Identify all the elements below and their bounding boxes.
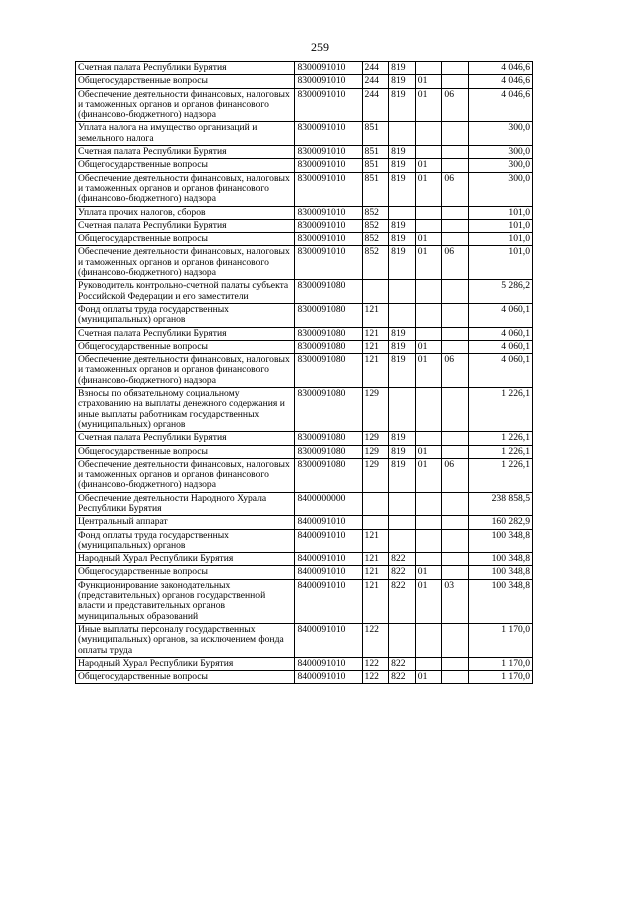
- expense-name-cell: Счетная палата Республики Бурятия: [76, 432, 295, 445]
- expense-type-cell: [362, 280, 389, 304]
- expense-type-cell: 851: [362, 172, 389, 206]
- amount-cell: 4 046,6: [469, 88, 533, 122]
- expense-type-cell: 121: [362, 529, 389, 553]
- table-row: [76, 75, 533, 88]
- table-row: [76, 445, 533, 458]
- amount-cell: 101,0: [469, 206, 533, 219]
- amount-cell: 1 170,0: [469, 657, 533, 670]
- table-row: [76, 62, 533, 75]
- administrator-code-cell: [389, 516, 416, 529]
- amount-cell: 101,0: [469, 233, 533, 246]
- expense-name-cell: Обеспечение деятельности финансовых, налоговых и таможенных органов и органов финансового (финансово-бюджетного) надзора: [76, 246, 295, 280]
- section-code-cell: 01: [415, 233, 442, 246]
- administrator-code-cell: 819: [389, 88, 416, 122]
- section-code-cell: [415, 529, 442, 553]
- amount-cell: 1 226,1: [469, 458, 533, 492]
- administrator-code-cell: 822: [389, 566, 416, 579]
- table-row: [76, 172, 533, 206]
- expense-name-cell: Счетная палата Республики Бурятия: [76, 219, 295, 232]
- table-row: [76, 233, 533, 246]
- table-row: [76, 657, 533, 670]
- section-code-cell: [415, 623, 442, 657]
- target-article-cell: 8300091010: [295, 62, 362, 75]
- expense-name-cell: Уплата налога на имущество организаций и земельного налога: [76, 122, 295, 146]
- target-article-cell: 8300091080: [295, 303, 362, 327]
- budget-table-body: [76, 62, 533, 684]
- expense-name-cell: Обеспечение деятельности финансовых, налоговых и таможенных органов и органов финансового (финансово-бюджетного) надзора: [76, 458, 295, 492]
- administrator-code-cell: [389, 388, 416, 432]
- table-row: [76, 671, 533, 684]
- amount-cell: 1 170,0: [469, 623, 533, 657]
- expense-type-cell: 244: [362, 75, 389, 88]
- subsection-code-cell: [442, 492, 469, 516]
- amount-cell: 300,0: [469, 159, 533, 172]
- target-article-cell: 8300091010: [295, 146, 362, 159]
- expense-type-cell: [362, 492, 389, 516]
- subsection-code-cell: [442, 432, 469, 445]
- section-code-cell: [415, 280, 442, 304]
- section-code-cell: [415, 146, 442, 159]
- page-number: 259: [311, 40, 329, 54]
- administrator-code-cell: 819: [389, 458, 416, 492]
- expense-name-cell: Фонд оплаты труда государственных (муниципальных) органов: [76, 529, 295, 553]
- target-article-cell: 8300091010: [295, 159, 362, 172]
- expense-type-cell: [362, 516, 389, 529]
- subsection-code-cell: [442, 219, 469, 232]
- administrator-code-cell: [389, 492, 416, 516]
- target-article-cell: 8300091080: [295, 280, 362, 304]
- table-row: [76, 623, 533, 657]
- expense-name-cell: Народный Хурал Республики Бурятия: [76, 553, 295, 566]
- amount-cell: 160 282,9: [469, 516, 533, 529]
- target-article-cell: 8400091010: [295, 657, 362, 670]
- section-code-cell: 01: [415, 566, 442, 579]
- subsection-code-cell: [442, 75, 469, 88]
- table-row: [76, 553, 533, 566]
- section-code-cell: 01: [415, 159, 442, 172]
- expense-name-cell: Взносы по обязательному социальному страхованию на выплаты денежного содержания и иные выплаты работникам государственных (муниципальных) органов: [76, 388, 295, 432]
- administrator-code-cell: [389, 529, 416, 553]
- expense-type-cell: 852: [362, 246, 389, 280]
- target-article-cell: 8300091080: [295, 388, 362, 432]
- section-code-cell: 01: [415, 354, 442, 388]
- expense-name-cell: Обеспечение деятельности Народного Хурала Республики Бурятия: [76, 492, 295, 516]
- amount-cell: 4 060,1: [469, 303, 533, 327]
- amount-cell: 4 046,6: [469, 75, 533, 88]
- subsection-code-cell: [442, 553, 469, 566]
- subsection-code-cell: [442, 122, 469, 146]
- section-code-cell: [415, 327, 442, 340]
- subsection-code-cell: [442, 233, 469, 246]
- budget-table: [75, 61, 533, 684]
- subsection-code-cell: [442, 529, 469, 553]
- amount-cell: 101,0: [469, 219, 533, 232]
- section-code-cell: [415, 492, 442, 516]
- target-article-cell: 8400091010: [295, 623, 362, 657]
- subsection-code-cell: [442, 206, 469, 219]
- subsection-code-cell: [442, 623, 469, 657]
- subsection-code-cell: 06: [442, 172, 469, 206]
- expense-type-cell: 122: [362, 671, 389, 684]
- section-code-cell: [415, 122, 442, 146]
- expense-type-cell: 122: [362, 623, 389, 657]
- section-code-cell: [415, 303, 442, 327]
- expense-name-cell: Обеспечение деятельности финансовых, налоговых и таможенных органов и органов финансового (финансово-бюджетного) надзора: [76, 88, 295, 122]
- amount-cell: 300,0: [469, 122, 533, 146]
- subsection-code-cell: [442, 327, 469, 340]
- expense-type-cell: 852: [362, 233, 389, 246]
- amount-cell: 238 858,5: [469, 492, 533, 516]
- target-article-cell: 8300091080: [295, 445, 362, 458]
- table-row: [76, 579, 533, 623]
- target-article-cell: 8400091010: [295, 579, 362, 623]
- expense-name-cell: Счетная палата Республики Бурятия: [76, 146, 295, 159]
- section-code-cell: 01: [415, 340, 442, 353]
- amount-cell: 100 348,8: [469, 579, 533, 623]
- administrator-code-cell: 822: [389, 671, 416, 684]
- expense-name-cell: Счетная палата Республики Бурятия: [76, 327, 295, 340]
- section-code-cell: [415, 62, 442, 75]
- expense-name-cell: Общегосударственные вопросы: [76, 340, 295, 353]
- expense-name-cell: Уплата прочих налогов, сборов: [76, 206, 295, 219]
- administrator-code-cell: 819: [389, 246, 416, 280]
- target-article-cell: 8400091010: [295, 529, 362, 553]
- table-row: [76, 246, 533, 280]
- subsection-code-cell: 06: [442, 354, 469, 388]
- section-code-cell: [415, 219, 442, 232]
- administrator-code-cell: 819: [389, 172, 416, 206]
- target-article-cell: 8400091010: [295, 671, 362, 684]
- subsection-code-cell: [442, 516, 469, 529]
- subsection-code-cell: [442, 566, 469, 579]
- amount-cell: 1 170,0: [469, 671, 533, 684]
- expense-type-cell: 121: [362, 340, 389, 353]
- expense-type-cell: 121: [362, 303, 389, 327]
- expense-type-cell: 851: [362, 146, 389, 159]
- expense-name-cell: Счетная палата Республики Бурятия: [76, 62, 295, 75]
- amount-cell: 4 060,1: [469, 340, 533, 353]
- administrator-code-cell: 822: [389, 579, 416, 623]
- administrator-code-cell: 819: [389, 340, 416, 353]
- table-row: [76, 280, 533, 304]
- expense-type-cell: 121: [362, 327, 389, 340]
- section-code-cell: [415, 206, 442, 219]
- section-code-cell: 01: [415, 88, 442, 122]
- target-article-cell: 8300091080: [295, 458, 362, 492]
- expense-name-cell: Обеспечение деятельности финансовых, налоговых и таможенных органов и органов финансового (финансово-бюджетного) надзора: [76, 172, 295, 206]
- amount-cell: 4 060,1: [469, 327, 533, 340]
- target-article-cell: 8400091010: [295, 553, 362, 566]
- table-row: [76, 327, 533, 340]
- subsection-code-cell: [442, 159, 469, 172]
- table-row: [76, 159, 533, 172]
- table-row: [76, 516, 533, 529]
- administrator-code-cell: 819: [389, 219, 416, 232]
- section-code-cell: [415, 516, 442, 529]
- target-article-cell: 8400091010: [295, 566, 362, 579]
- subsection-code-cell: 03: [442, 579, 469, 623]
- subsection-code-cell: [442, 303, 469, 327]
- section-code-cell: [415, 432, 442, 445]
- amount-cell: 300,0: [469, 172, 533, 206]
- subsection-code-cell: 06: [442, 458, 469, 492]
- subsection-code-cell: [442, 657, 469, 670]
- subsection-code-cell: 06: [442, 88, 469, 122]
- administrator-code-cell: 819: [389, 445, 416, 458]
- target-article-cell: 8300091010: [295, 172, 362, 206]
- table-row: [76, 88, 533, 122]
- subsection-code-cell: [442, 62, 469, 75]
- subsection-code-cell: [442, 340, 469, 353]
- table-row: [76, 219, 533, 232]
- amount-cell: 4 046,6: [469, 62, 533, 75]
- administrator-code-cell: 819: [389, 159, 416, 172]
- target-article-cell: 8300091010: [295, 122, 362, 146]
- table-row: [76, 388, 533, 432]
- table-row: [76, 303, 533, 327]
- subsection-code-cell: [442, 280, 469, 304]
- table-row: [76, 529, 533, 553]
- subsection-code-cell: [442, 671, 469, 684]
- expense-name-cell: Общегосударственные вопросы: [76, 445, 295, 458]
- section-code-cell: 01: [415, 458, 442, 492]
- expense-name-cell: Иные выплаты персоналу государственных (муниципальных) органов, за исключением фонда оплаты труда: [76, 623, 295, 657]
- administrator-code-cell: [389, 280, 416, 304]
- expense-type-cell: 121: [362, 579, 389, 623]
- expense-name-cell: Руководитель контрольно-счетной палаты субъекта Российской Федерации и его заместители: [76, 280, 295, 304]
- expense-type-cell: 122: [362, 657, 389, 670]
- administrator-code-cell: 819: [389, 233, 416, 246]
- expense-name-cell: Общегосударственные вопросы: [76, 233, 295, 246]
- section-code-cell: [415, 388, 442, 432]
- target-article-cell: 8300091010: [295, 75, 362, 88]
- expense-type-cell: 129: [362, 388, 389, 432]
- target-article-cell: 8300091010: [295, 206, 362, 219]
- target-article-cell: 8300091010: [295, 246, 362, 280]
- amount-cell: 1 226,1: [469, 432, 533, 445]
- expense-name-cell: Общегосударственные вопросы: [76, 75, 295, 88]
- table-row: [76, 122, 533, 146]
- expense-type-cell: 121: [362, 354, 389, 388]
- expense-type-cell: 121: [362, 553, 389, 566]
- section-code-cell: 01: [415, 75, 442, 88]
- expense-type-cell: 852: [362, 219, 389, 232]
- amount-cell: 4 060,1: [469, 354, 533, 388]
- table-row: [76, 566, 533, 579]
- administrator-code-cell: 819: [389, 146, 416, 159]
- section-code-cell: 01: [415, 579, 442, 623]
- administrator-code-cell: 819: [389, 354, 416, 388]
- expense-type-cell: 244: [362, 88, 389, 122]
- expense-type-cell: 851: [362, 159, 389, 172]
- target-article-cell: 8300091010: [295, 88, 362, 122]
- amount-cell: 100 348,8: [469, 566, 533, 579]
- administrator-code-cell: [389, 623, 416, 657]
- administrator-code-cell: 819: [389, 62, 416, 75]
- amount-cell: 1 226,1: [469, 388, 533, 432]
- expense-name-cell: Обеспечение деятельности финансовых, налоговых и таможенных органов и органов финансового (финансово-бюджетного) надзора: [76, 354, 295, 388]
- administrator-code-cell: [389, 303, 416, 327]
- amount-cell: 1 226,1: [469, 445, 533, 458]
- section-code-cell: [415, 657, 442, 670]
- target-article-cell: 8300091080: [295, 354, 362, 388]
- section-code-cell: 01: [415, 445, 442, 458]
- expense-type-cell: 129: [362, 432, 389, 445]
- target-article-cell: 8400000000: [295, 492, 362, 516]
- expense-name-cell: Фонд оплаты труда государственных (муниципальных) органов: [76, 303, 295, 327]
- section-code-cell: [415, 553, 442, 566]
- amount-cell: 100 348,8: [469, 529, 533, 553]
- expense-name-cell: Общегосударственные вопросы: [76, 566, 295, 579]
- administrator-code-cell: 819: [389, 75, 416, 88]
- target-article-cell: 8300091010: [295, 219, 362, 232]
- administrator-code-cell: 822: [389, 553, 416, 566]
- table-row: [76, 492, 533, 516]
- subsection-code-cell: [442, 146, 469, 159]
- table-row: [76, 458, 533, 492]
- amount-cell: 100 348,8: [469, 553, 533, 566]
- expense-name-cell: Центральный аппарат: [76, 516, 295, 529]
- target-article-cell: 8300091080: [295, 340, 362, 353]
- target-article-cell: 8300091010: [295, 233, 362, 246]
- target-article-cell: 8400091010: [295, 516, 362, 529]
- expense-type-cell: 244: [362, 62, 389, 75]
- section-code-cell: 01: [415, 671, 442, 684]
- table-row: [76, 146, 533, 159]
- expense-type-cell: 852: [362, 206, 389, 219]
- table-row: [76, 432, 533, 445]
- subsection-code-cell: 06: [442, 246, 469, 280]
- expense-type-cell: 129: [362, 445, 389, 458]
- administrator-code-cell: [389, 206, 416, 219]
- expense-name-cell: Функционирование законодательных (представительных) органов государственной власти и представительных органов муниципальных образований: [76, 579, 295, 623]
- administrator-code-cell: [389, 122, 416, 146]
- expense-type-cell: 121: [362, 566, 389, 579]
- administrator-code-cell: 819: [389, 327, 416, 340]
- table-row: [76, 206, 533, 219]
- section-code-cell: 01: [415, 246, 442, 280]
- subsection-code-cell: [442, 388, 469, 432]
- administrator-code-cell: 822: [389, 657, 416, 670]
- subsection-code-cell: [442, 445, 469, 458]
- expense-type-cell: 129: [362, 458, 389, 492]
- amount-cell: 300,0: [469, 146, 533, 159]
- target-article-cell: 8300091080: [295, 432, 362, 445]
- amount-cell: 101,0: [469, 246, 533, 280]
- expense-name-cell: Общегосударственные вопросы: [76, 671, 295, 684]
- amount-cell: 5 286,2: [469, 280, 533, 304]
- expense-type-cell: 851: [362, 122, 389, 146]
- section-code-cell: 01: [415, 172, 442, 206]
- table-row: [76, 354, 533, 388]
- table-row: [76, 340, 533, 353]
- expense-name-cell: Общегосударственные вопросы: [76, 159, 295, 172]
- expense-name-cell: Народный Хурал Республики Бурятия: [76, 657, 295, 670]
- administrator-code-cell: 819: [389, 432, 416, 445]
- target-article-cell: 8300091080: [295, 327, 362, 340]
